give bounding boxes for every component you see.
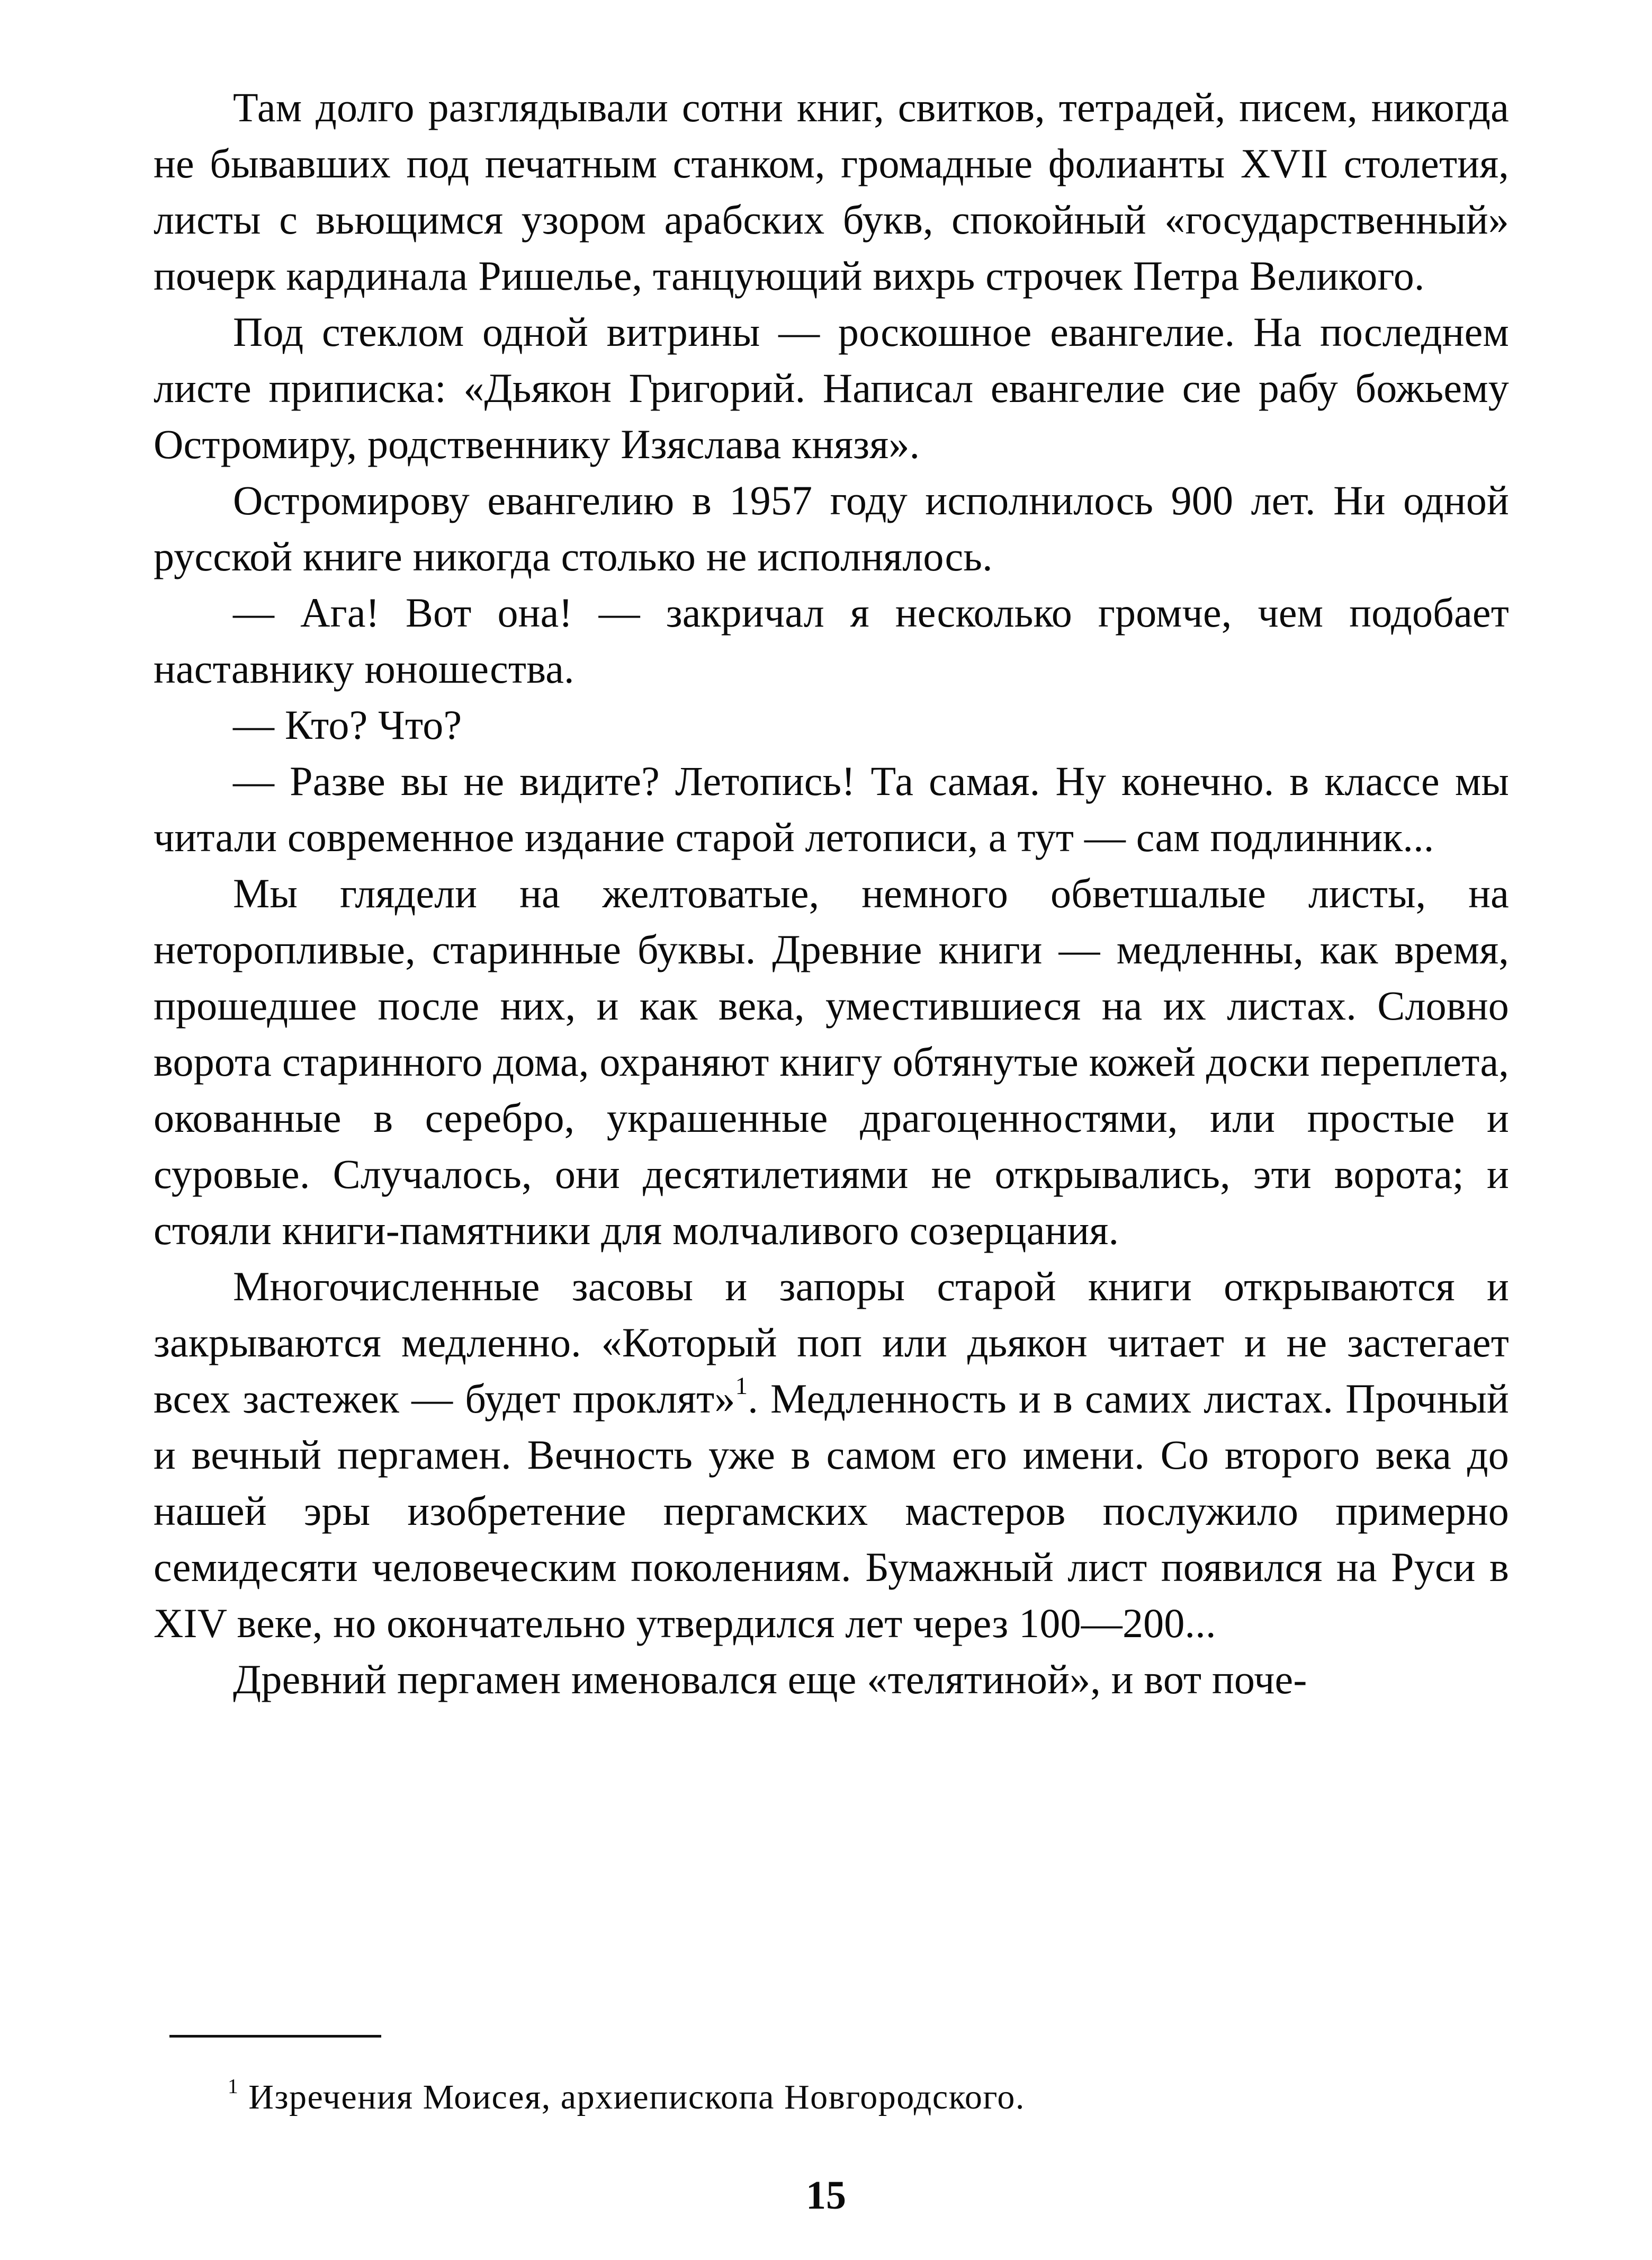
paragraph-dialogue-chronicle: — Разве вы не видите? Летопись! Та самая. Ну конечно. в классе мы читали современное издание старой летописи, а тут — сам подлинник... bbox=[154, 758, 1509, 860]
footnote-divider bbox=[169, 2035, 381, 2038]
paragraph-gospel-showcase: Под стеклом одной витрины — роскошное евангелие. На последнем листе приписка: «Дьякон Григорий. Написал евангелие сие рабу божьему Остромиру, родственнику Изяслава князя». bbox=[154, 309, 1509, 467]
paragraph-ostromir-age: Остромирову евангелию в 1957 году исполнилось 900 лет. Ни одной русской книге никогда столько не исполнялось. bbox=[154, 477, 1509, 579]
footnote-text: Изречения Моисея, архиепископа Новгородского. bbox=[248, 2078, 1025, 2116]
paragraph-archive-visit: Там долго разглядывали сотни книг, свитков, тетрадей, писем, никогда не бывавших под печатным станком, громадные фолианты XVII столетия, листы с вьющимся узором арабских букв, спокойный «государственный» почерк кардинала Ришелье, танцующий вихрь строчек Петра Великого. bbox=[154, 84, 1509, 299]
paragraph-parchment-part1: Многочисленные засовы и запоры старой книги открываются и закрываются медленно. «Который поп или дьякон читает и не застегает всех застежек — будет проклят» bbox=[154, 1263, 1509, 1422]
paragraph-parchment bbox=[154, 1258, 1509, 1651]
paragraph-dialogue-question: — Кто? Что? bbox=[233, 702, 462, 748]
paragraph-ancient-books: Мы глядели на желтоватые, немного обветшалые листы, на неторопливые, старинные буквы. Древние книги — медленны, как время, прошедшее после них, и как века, уместившиеся на их листах. Словно ворота старинного дома, охраняют книгу обтянутые кожей доски переплета, окованные в серебро, украшенные драгоценностями, или простые и суровые. Случалось, они десятилетиями не открывались, эти ворота; и стояли книги-памятники для молчаливого созерцания. bbox=[154, 870, 1509, 1253]
footnote-mark: 1 bbox=[228, 2074, 239, 2098]
footnote bbox=[228, 2076, 1025, 2119]
paragraph-dialogue-exclaim: — Ага! Вот она! — закричал я несколько громче, чем подобает наставнику юношества. bbox=[154, 589, 1509, 692]
body-text bbox=[154, 79, 1509, 1708]
paragraph-parchment-part2: . Медленность и в самих листах. Прочный и вечный пергамен. Вечность уже в самом его имени. Со второго века до нашей эры изобретение пергамских мастеров послужило примерно семидесяти человеческим поколениям. Бумажный лист появился на Руси в XIV веке, но окончательно утвердился лет через 100—200... bbox=[154, 1375, 1509, 1646]
page-number: 15 bbox=[806, 2173, 846, 2218]
footnote-reference-mark: 1 bbox=[735, 1372, 748, 1400]
paragraph-veal-parchment: Древний пергамен именовался еще «телятиной», и вот поче- bbox=[233, 1656, 1307, 1702]
